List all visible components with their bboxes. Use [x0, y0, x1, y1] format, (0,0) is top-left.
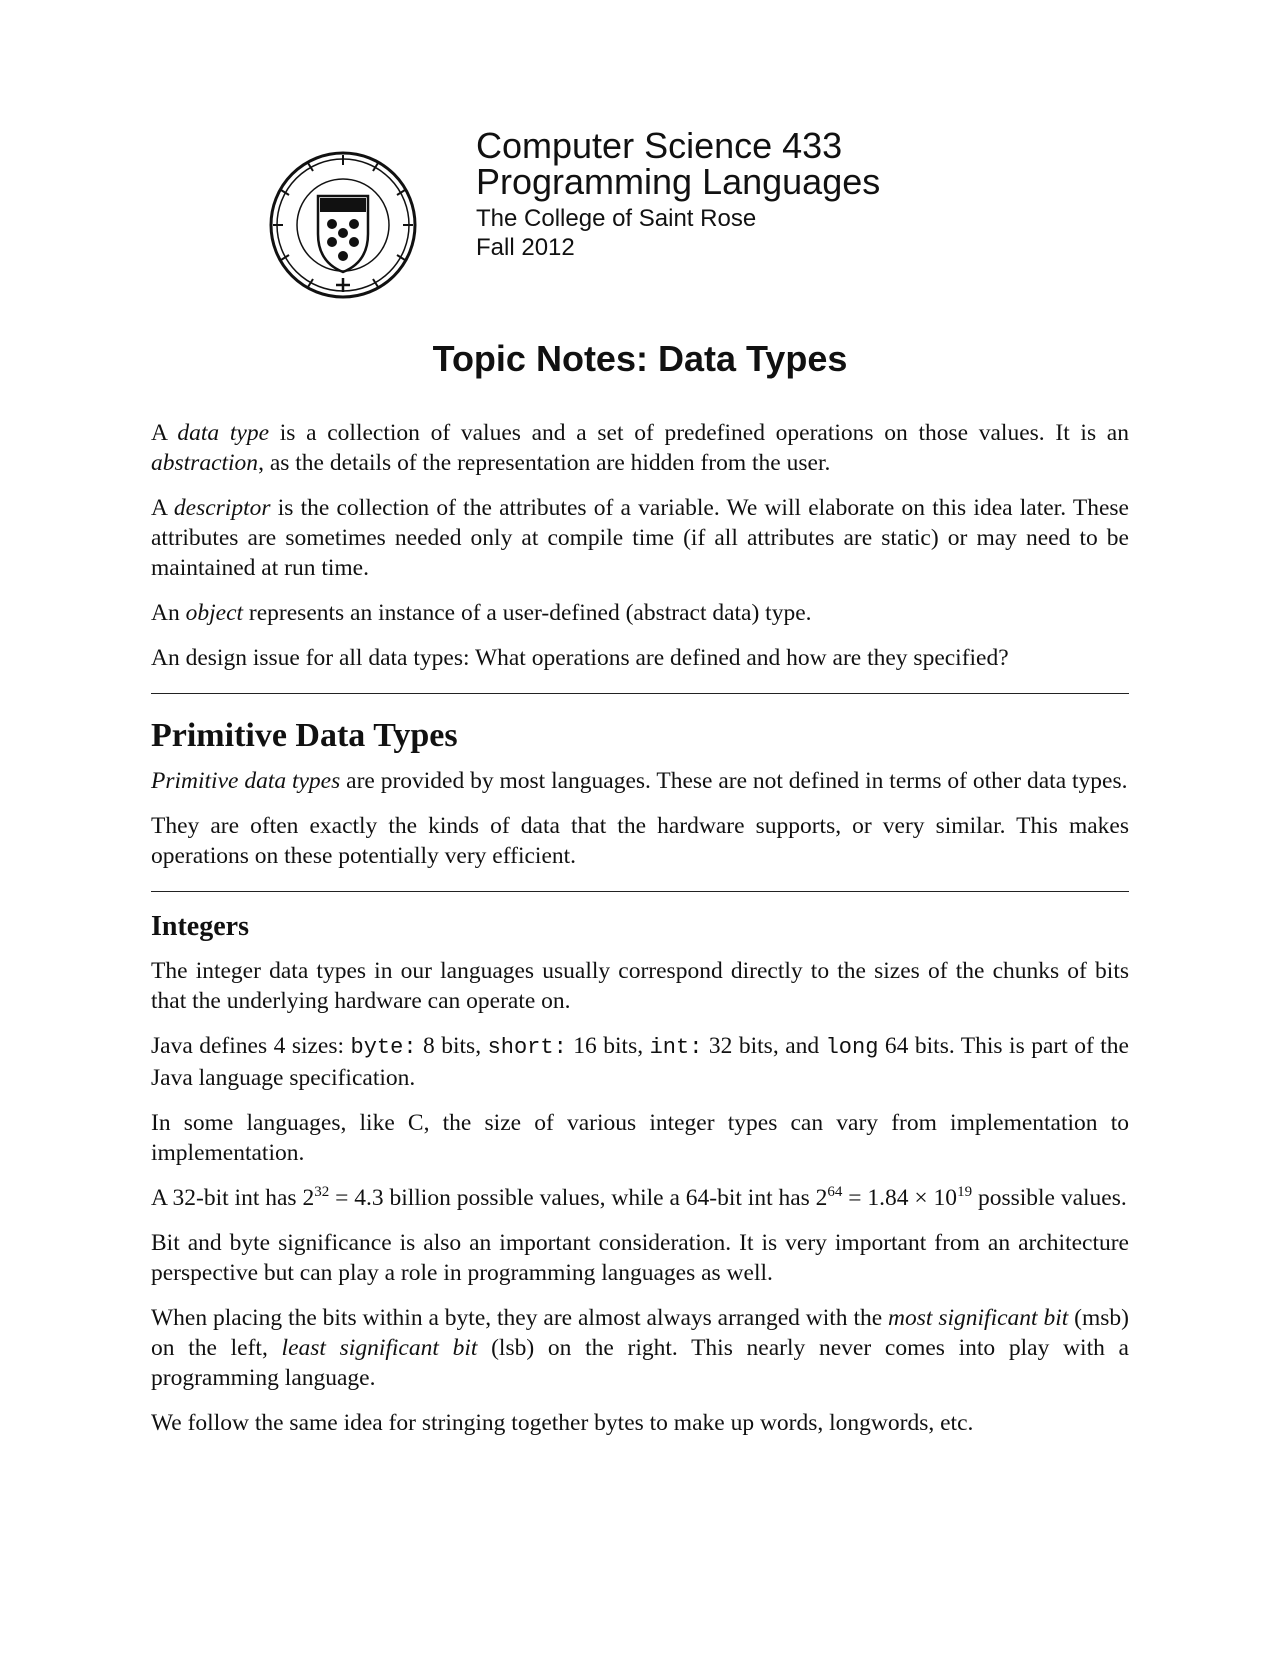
integers-paragraph-5: Bit and byte significance is also an important consideration. It is very important from an architecture perspective but can play a role in programming languages as well. — [151, 1230, 1129, 1286]
course-name: Programming Languages — [476, 161, 881, 202]
intro-paragraph-2: A descriptor is the collection of the attributes of a variable. We will elaborate on this idea later. These attributes are sometimes needed only at compile time (if all attributes are static) or may need to be maintained at run time. — [151, 495, 1129, 581]
subsection-heading-integers: Integers — [151, 911, 249, 942]
intro-paragraph-3: An object represents an instance of a user-defined (abstract data) type. — [151, 600, 812, 626]
integers-paragraph-7: We follow the same idea for stringing together bytes to make up words, longwords, etc. — [151, 1410, 974, 1436]
institution-name: The College of Saint Rose — [476, 205, 757, 232]
intro-paragraph-4: An design issue for all data types: What operations are defined and how are they specified? — [151, 645, 1009, 671]
page-title: Topic Notes: Data Types — [432, 338, 848, 379]
course-info — [476, 125, 881, 262]
section-heading-primitive: Primitive Data Types — [151, 717, 458, 754]
integers-paragraph-4: A 32-bit int has $2^{32} = 4.3$ billion possible values, while a 64-bit int has $2^{64} = 1.84 \times 10^{19}$ possible values. — [151, 1184, 1127, 1211]
integers-paragraph-2: Java defines 4 sizes: byte: 8 bits, short: 16 bits, int: 32 bits, and long 64 bits. This is part of the Java language specification. — [151, 1033, 1129, 1091]
course-number: Computer Science 433 — [476, 125, 843, 166]
primitive-paragraph-2: They are often exactly the kinds of data that the hardware supports, or very similar. This makes operations on these potentially very efficient. — [151, 813, 1129, 869]
integers-paragraph-3: In some languages, like C, the size of various integer types can vary from implementation to implementation. — [151, 1110, 1129, 1166]
section-divider — [151, 693, 1129, 694]
term: Fall 2012 — [476, 234, 575, 261]
section-divider — [151, 891, 1129, 892]
document-header — [268, 125, 1028, 308]
integers-paragraph-6: When placing the bits within a byte, they are almost always arranged with the most significant bit (msb) on the left, least significant bit (lsb) on the right. This nearly never comes into play with a programming language. — [151, 1305, 1129, 1391]
college-seal-icon — [268, 150, 418, 300]
integers-paragraph-1: The integer data types in our languages usually correspond directly to the sizes of the chunks of bits that the underlying hardware can operate on. — [151, 958, 1129, 1014]
primitive-paragraph-1: Primitive data types are provided by most languages. These are not defined in terms of other data types. — [151, 768, 1128, 794]
intro-paragraph-1: A data type is a collection of values and a set of predefined operations on those values. It is an abstraction, as the details of the representation are hidden from the user. — [151, 420, 1129, 476]
document-body — [151, 418, 1129, 1453]
